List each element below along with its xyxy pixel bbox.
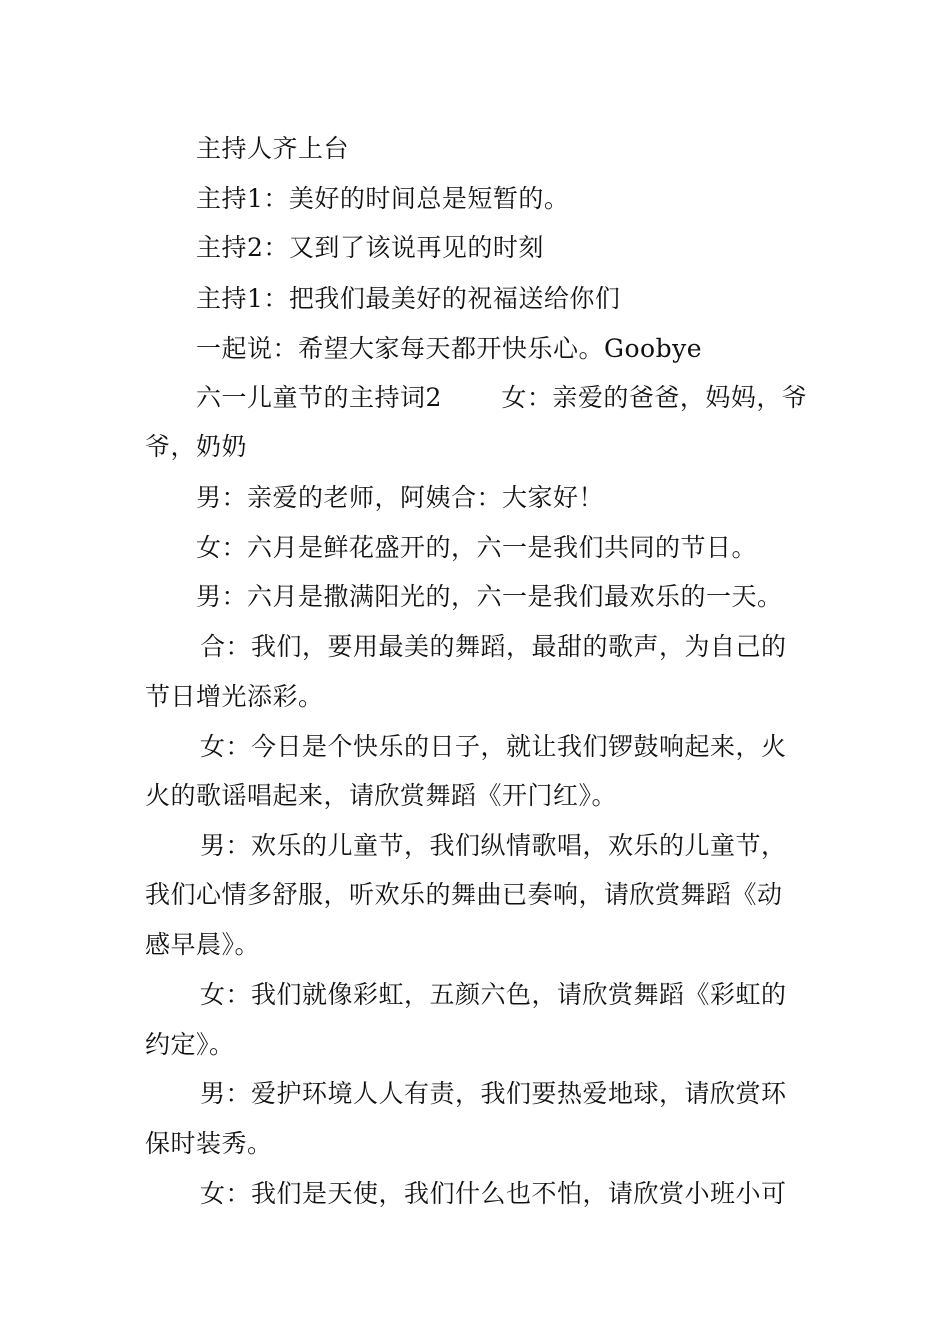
- text-line: 一起说：希望大家每天都开快乐心。Goobye: [196, 334, 702, 363]
- text-line: 男：欢乐的儿童节，我们纵情歌唱，欢乐的儿童节，: [200, 831, 787, 860]
- text-line: 保时装秀。: [145, 1129, 273, 1158]
- text-line: 主持1：美好的时间总是短暂的。: [196, 184, 570, 213]
- text-line: 爷，奶奶: [145, 432, 248, 461]
- text-line: 女：我们是天使，我们什么也不怕，请欣赏小班小可: [200, 1179, 787, 1208]
- text-line: 感早晨》。: [145, 930, 261, 959]
- text-line: 男：六月是撒满阳光的，六一是我们最欢乐的一天。: [196, 582, 783, 611]
- text-line: 火的歌谣唱起来，请欣赏舞蹈《开门红》。: [145, 781, 618, 810]
- text-line: 六一儿童节的主持词2 女：亲爱的爸爸，妈妈，爷: [196, 383, 808, 412]
- text-line: 男：亲爱的老师，阿姨合：大家好！: [196, 483, 605, 512]
- text-line: 主持1：把我们最美好的祝福送给你们: [196, 284, 621, 313]
- text-line: 女：六月是鲜花盛开的，六一是我们共同的节日。: [196, 533, 758, 562]
- text-line: 男：爱护环境人人有责，我们要热爱地球，请欣赏环: [200, 1079, 787, 1108]
- text-line: 主持人齐上台: [196, 134, 350, 163]
- text-line: 女：今日是个快乐的日子，就让我们锣鼓响起来，火: [200, 732, 787, 761]
- text-line: 合：我们，要用最美的舞蹈，最甜的歌声，为自己的: [200, 632, 787, 661]
- text-line: 女：我们就像彩虹，五颜六色，请欣赏舞蹈《彩虹的: [200, 980, 787, 1009]
- text-line: 我们心情多舒服，听欢乐的舞曲已奏响，请欣赏舞蹈《动: [145, 880, 783, 909]
- text-line: 节日增光添彩。: [145, 682, 324, 711]
- text-line: 主持2：又到了该说再见的时刻: [196, 233, 544, 262]
- text-line: 约定》。: [145, 1030, 235, 1059]
